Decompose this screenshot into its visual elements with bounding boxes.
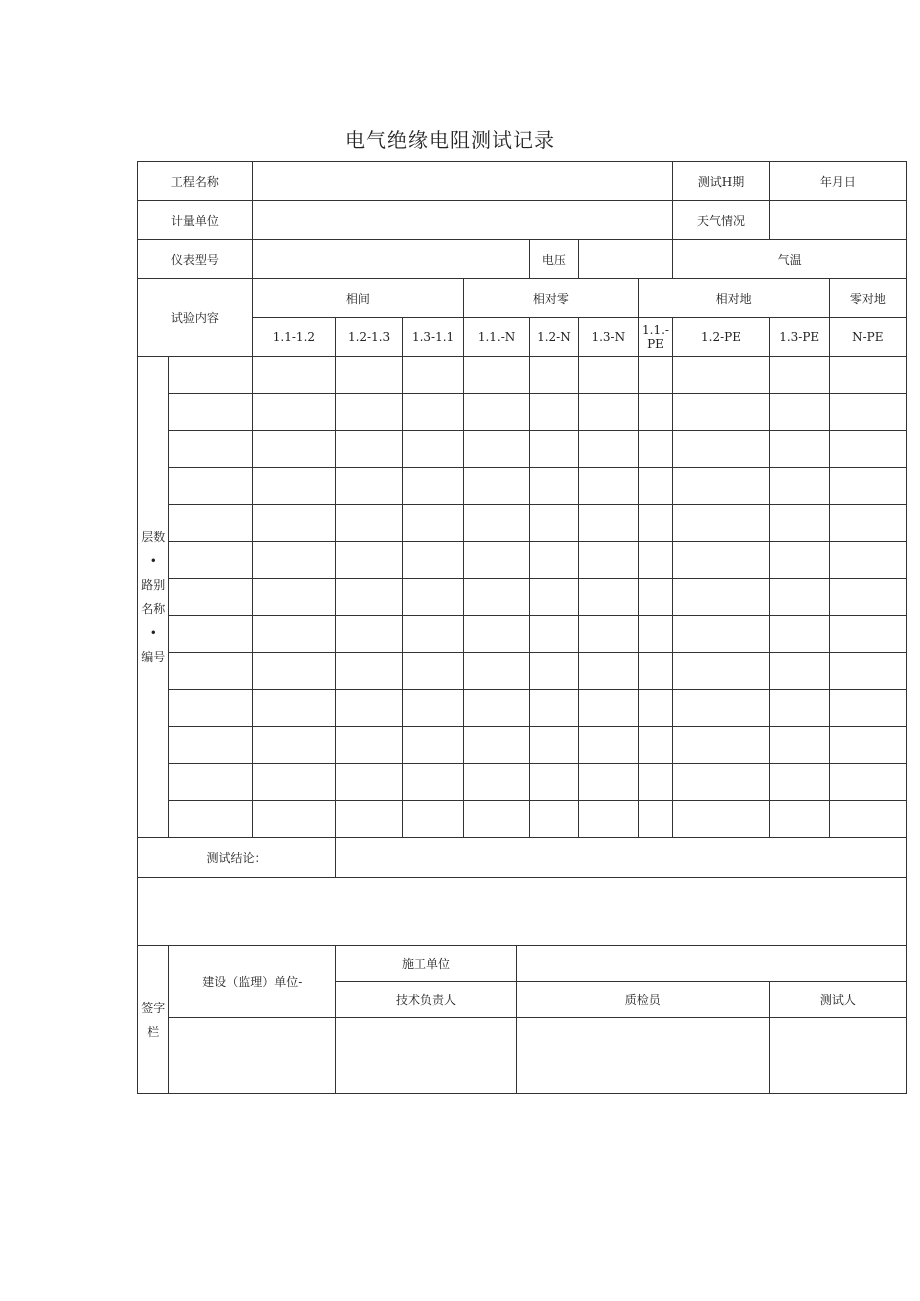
table-cell[interactable] <box>530 764 579 801</box>
table-cell[interactable] <box>769 727 829 764</box>
table-cell[interactable] <box>829 727 906 764</box>
table-cell[interactable] <box>336 579 403 616</box>
table-cell[interactable] <box>769 653 829 690</box>
table-cell[interactable] <box>336 468 403 505</box>
table-cell[interactable] <box>673 727 769 764</box>
table-cell[interactable] <box>638 468 673 505</box>
table-cell[interactable] <box>829 764 906 801</box>
table-cell[interactable] <box>638 616 673 653</box>
table-cell[interactable] <box>673 468 769 505</box>
table-cell[interactable] <box>169 727 252 764</box>
table-cell[interactable] <box>673 431 769 468</box>
table-cell[interactable] <box>169 431 252 468</box>
table-row <box>138 764 907 801</box>
table-cell[interactable] <box>638 357 673 394</box>
table-cell[interactable] <box>464 616 530 653</box>
col-header-2: 1.2-1.3 <box>336 318 403 357</box>
table-cell[interactable] <box>530 616 579 653</box>
table-cell[interactable] <box>769 616 829 653</box>
table-cell[interactable] <box>829 505 906 542</box>
table-cell[interactable] <box>530 542 579 579</box>
table-cell[interactable] <box>336 394 403 431</box>
table-cell[interactable] <box>638 727 673 764</box>
table-cell[interactable] <box>769 431 829 468</box>
column-header-row <box>138 318 907 357</box>
page-title: 电气绝缘电阻测试记录 <box>345 128 555 152</box>
col-header-7: 1.1.-PE <box>638 318 673 357</box>
owner-unit-label: 建设（监理）单位- <box>169 946 336 1018</box>
metering-unit-value[interactable] <box>252 201 672 240</box>
table-cell[interactable] <box>252 505 335 542</box>
table-cell[interactable] <box>769 764 829 801</box>
test-date-label: 测试H期 <box>673 162 769 201</box>
table-cell[interactable] <box>673 690 769 727</box>
table-cell[interactable] <box>530 653 579 690</box>
row-category-label: 层数 • 路别 名称 • 编号 <box>138 357 169 838</box>
table-cell[interactable] <box>336 727 403 764</box>
table-cell[interactable] <box>336 357 403 394</box>
insulation-test-form <box>137 161 907 1094</box>
table-cell[interactable] <box>464 468 530 505</box>
table-cell[interactable] <box>578 653 638 690</box>
table-cell[interactable] <box>829 653 906 690</box>
table-row <box>138 357 907 394</box>
tester-signature[interactable] <box>769 1018 906 1094</box>
table-row <box>138 579 907 616</box>
table-cell[interactable] <box>530 727 579 764</box>
voltage-value[interactable] <box>578 240 672 279</box>
test-content-label: 试验内容 <box>138 279 253 357</box>
table-cell[interactable] <box>169 616 252 653</box>
table-cell[interactable] <box>829 690 906 727</box>
table-cell[interactable] <box>829 394 906 431</box>
table-cell[interactable] <box>169 505 252 542</box>
project-name-value[interactable] <box>252 162 672 201</box>
table-cell[interactable] <box>829 431 906 468</box>
table-cell[interactable] <box>464 505 530 542</box>
table-cell[interactable] <box>403 505 464 542</box>
table-cell[interactable] <box>578 542 638 579</box>
table-cell[interactable] <box>169 690 252 727</box>
col-header-4: 1.1.-N <box>464 318 530 357</box>
table-cell[interactable] <box>673 764 769 801</box>
table-cell[interactable] <box>169 801 252 838</box>
table-cell[interactable] <box>464 801 530 838</box>
conclusion-body-row <box>138 878 907 946</box>
table-cell[interactable] <box>769 357 829 394</box>
construction-unit-label: 施工单位 <box>336 946 517 982</box>
metering-row <box>138 201 907 240</box>
meter-model-label: 仪表型号 <box>138 240 253 279</box>
table-cell[interactable] <box>769 505 829 542</box>
table-row <box>138 394 907 431</box>
table-cell[interactable] <box>336 653 403 690</box>
table-cell[interactable] <box>530 505 579 542</box>
group-phase-neutral: 相对零 <box>464 279 639 318</box>
table-row <box>138 505 907 542</box>
table-cell[interactable] <box>578 690 638 727</box>
table-cell[interactable] <box>464 542 530 579</box>
table-cell[interactable] <box>638 431 673 468</box>
conclusion-row <box>138 838 907 878</box>
table-cell[interactable] <box>578 764 638 801</box>
table-cell[interactable] <box>252 616 335 653</box>
table-cell[interactable] <box>403 394 464 431</box>
quality-inspector-signature[interactable] <box>516 1018 769 1094</box>
table-cell[interactable] <box>673 542 769 579</box>
col-header-9: 1.3-PE <box>769 318 829 357</box>
table-cell[interactable] <box>403 653 464 690</box>
table-cell[interactable] <box>769 468 829 505</box>
table-cell[interactable] <box>530 394 579 431</box>
tech-lead-label: 技术负责人 <box>336 982 517 1018</box>
project-row <box>138 162 907 201</box>
table-cell[interactable] <box>829 357 906 394</box>
table-cell[interactable] <box>638 764 673 801</box>
project-name-label: 工程名称 <box>138 162 253 201</box>
table-cell[interactable] <box>638 505 673 542</box>
meter-model-value[interactable] <box>252 240 529 279</box>
table-row <box>138 801 907 838</box>
table-row <box>138 431 907 468</box>
table-cell[interactable] <box>638 690 673 727</box>
signature-section-label: 签字 栏 <box>138 946 169 1094</box>
table-cell[interactable] <box>252 394 335 431</box>
col-header-3: 1.3-1.1 <box>403 318 464 357</box>
table-cell[interactable] <box>673 394 769 431</box>
table-cell[interactable] <box>578 801 638 838</box>
table-cell[interactable] <box>464 690 530 727</box>
table-cell[interactable] <box>403 542 464 579</box>
table-cell[interactable] <box>252 801 335 838</box>
table-cell[interactable] <box>638 579 673 616</box>
table-cell[interactable] <box>673 801 769 838</box>
signature-row-3 <box>138 1018 907 1094</box>
table-cell[interactable] <box>578 431 638 468</box>
table-row <box>138 690 907 727</box>
table-cell[interactable] <box>769 801 829 838</box>
table-cell[interactable] <box>673 357 769 394</box>
table-cell[interactable] <box>530 801 579 838</box>
col-header-8: 1.2-PE <box>673 318 769 357</box>
table-cell[interactable] <box>336 431 403 468</box>
table-cell[interactable] <box>673 616 769 653</box>
table-cell[interactable] <box>464 727 530 764</box>
construction-unit-value[interactable] <box>516 946 906 982</box>
weather-value[interactable] <box>769 201 906 240</box>
table-cell[interactable] <box>169 579 252 616</box>
table-cell[interactable] <box>578 579 638 616</box>
table-cell[interactable] <box>530 468 579 505</box>
table-cell[interactable] <box>578 468 638 505</box>
table-cell[interactable] <box>578 505 638 542</box>
group-phase-ground: 相对地 <box>638 279 829 318</box>
table-cell[interactable] <box>578 357 638 394</box>
table-cell[interactable] <box>336 542 403 579</box>
table-cell[interactable] <box>252 764 335 801</box>
tester-label: 测试人 <box>769 982 906 1018</box>
table-cell[interactable] <box>464 357 530 394</box>
table-cell[interactable] <box>530 357 579 394</box>
table-cell[interactable] <box>578 727 638 764</box>
group-neutral-ground: 零对地 <box>829 279 906 318</box>
table-cell[interactable] <box>336 505 403 542</box>
table-cell[interactable] <box>403 764 464 801</box>
table-row <box>138 468 907 505</box>
table-cell[interactable] <box>464 579 530 616</box>
conclusion-label: 测试结论： <box>138 838 336 878</box>
table-row <box>138 727 907 764</box>
table-cell[interactable] <box>252 431 335 468</box>
table-cell[interactable] <box>403 579 464 616</box>
table-cell[interactable] <box>252 357 335 394</box>
table-cell[interactable] <box>829 579 906 616</box>
table-cell[interactable] <box>252 579 335 616</box>
table-cell[interactable] <box>530 579 579 616</box>
table-cell[interactable] <box>769 542 829 579</box>
metering-unit-label: 计量单位 <box>138 201 253 240</box>
table-cell[interactable] <box>578 394 638 431</box>
table-row <box>138 542 907 579</box>
conclusion-value[interactable] <box>336 838 907 878</box>
table-cell[interactable] <box>673 505 769 542</box>
table-cell[interactable] <box>464 653 530 690</box>
temperature-label: 气温 <box>673 240 907 279</box>
table-cell[interactable] <box>403 616 464 653</box>
table-cell[interactable] <box>464 394 530 431</box>
owner-unit-signature[interactable] <box>169 1018 336 1094</box>
table-cell[interactable] <box>638 801 673 838</box>
table-cell[interactable] <box>530 690 579 727</box>
table-cell[interactable] <box>769 394 829 431</box>
quality-inspector-label: 质检员 <box>516 982 769 1018</box>
table-cell[interactable] <box>403 727 464 764</box>
table-cell[interactable] <box>252 468 335 505</box>
table-cell[interactable] <box>829 468 906 505</box>
table-cell[interactable] <box>638 653 673 690</box>
col-header-5: 1.2-N <box>530 318 579 357</box>
table-cell[interactable] <box>169 542 252 579</box>
table-cell[interactable] <box>829 616 906 653</box>
group-header-row <box>138 279 907 318</box>
table-row <box>138 616 907 653</box>
table-cell[interactable] <box>403 357 464 394</box>
table-cell[interactable] <box>464 764 530 801</box>
table-cell[interactable] <box>769 579 829 616</box>
test-date-value[interactable]: 年月日 <box>769 162 906 201</box>
table-cell[interactable] <box>336 690 403 727</box>
col-header-10: N-PE <box>829 318 906 357</box>
table-cell[interactable] <box>169 764 252 801</box>
table-cell[interactable] <box>638 394 673 431</box>
table-cell[interactable] <box>403 468 464 505</box>
table-cell[interactable] <box>336 616 403 653</box>
table-cell[interactable] <box>769 690 829 727</box>
signature-row-1 <box>138 946 907 982</box>
table-cell[interactable] <box>403 431 464 468</box>
tech-lead-signature[interactable] <box>336 1018 517 1094</box>
table-cell[interactable] <box>403 690 464 727</box>
table-cell[interactable] <box>403 801 464 838</box>
table-cell[interactable] <box>169 357 252 394</box>
conclusion-text-area[interactable] <box>138 878 907 946</box>
weather-label: 天气情况 <box>673 201 769 240</box>
table-cell[interactable] <box>578 616 638 653</box>
table-cell[interactable] <box>673 653 769 690</box>
table-row <box>138 653 907 690</box>
meter-row <box>138 240 907 279</box>
table-cell[interactable] <box>336 801 403 838</box>
table-cell[interactable] <box>530 431 579 468</box>
table-cell[interactable] <box>169 653 252 690</box>
col-header-1: 1.1-1.2 <box>252 318 335 357</box>
table-cell[interactable] <box>829 801 906 838</box>
group-phase: 相间 <box>252 279 463 318</box>
table-cell[interactable] <box>829 542 906 579</box>
voltage-label: 电压 <box>530 240 579 279</box>
table-cell[interactable] <box>252 690 335 727</box>
table-cell[interactable] <box>464 431 530 468</box>
table-cell[interactable] <box>638 542 673 579</box>
col-header-6: 1.3-N <box>578 318 638 357</box>
table-cell[interactable] <box>169 468 252 505</box>
table-cell[interactable] <box>252 727 335 764</box>
table-cell[interactable] <box>336 764 403 801</box>
table-cell[interactable] <box>252 653 335 690</box>
table-cell[interactable] <box>252 542 335 579</box>
table-cell[interactable] <box>673 579 769 616</box>
table-cell[interactable] <box>169 394 252 431</box>
